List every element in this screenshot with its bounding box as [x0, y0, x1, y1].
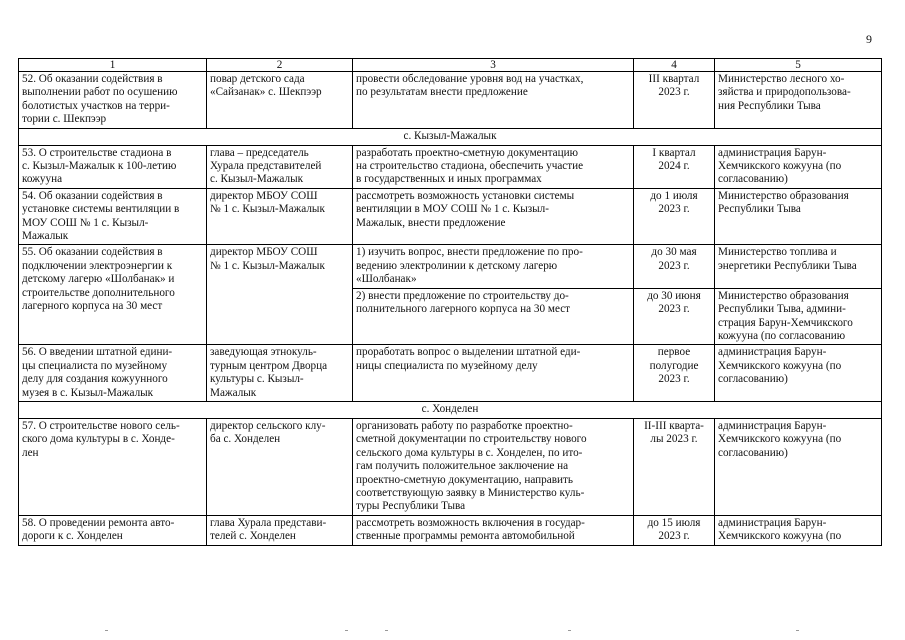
- responsible-cell: [207, 72, 353, 129]
- cell-line: III квартал: [648, 73, 700, 85]
- cell-line: Министерство топлива и: [718, 246, 837, 259]
- cell-line: лы 2023 г.: [650, 433, 698, 446]
- cell-line: Мажалык: [22, 230, 69, 243]
- executor-cell: [715, 188, 882, 245]
- cell-line: согласованию): [718, 446, 788, 459]
- cell-line: 2023 г.: [658, 86, 690, 99]
- cell-line: кожууна (по согласованию: [718, 329, 846, 342]
- measure-cell: [19, 188, 207, 245]
- cell-line: 2023 г.: [658, 203, 690, 216]
- cell-line: ственные программы ремонта автомобильной: [356, 530, 575, 543]
- table-row: [19, 145, 882, 188]
- cell-line: МОУ СОШ № 1 с. Кызыл-: [22, 216, 149, 229]
- table-row: [19, 188, 882, 245]
- column-header-4: 4: [634, 59, 715, 72]
- responsible-cell: [207, 418, 353, 515]
- cell-line: по результатам внести предложение: [356, 86, 528, 99]
- scan-dot: [796, 630, 799, 631]
- scan-artifacts: [0, 628, 905, 634]
- cell-line: Хемчикского кожууна (по: [718, 530, 842, 543]
- cell-line: администрация Барун-: [718, 419, 827, 432]
- action-cell: [353, 515, 634, 545]
- document-table: [18, 58, 882, 546]
- cell-line: 2024 г.: [658, 160, 690, 173]
- cell-line: директор МБОУ СОШ: [210, 189, 318, 202]
- cell-line: глава – председатель: [210, 146, 309, 159]
- cell-line: до 15 июля: [647, 516, 701, 529]
- section-title-kyzyl-mazhalyk: с. Кызыл-Мажалык: [19, 128, 882, 145]
- cell-line: «Шолбанак»: [356, 273, 417, 286]
- cell-line: турным центром Дворца: [210, 359, 328, 372]
- cell-line: делу для создания кожуунного: [22, 373, 168, 386]
- measure-cell: [19, 72, 207, 129]
- cell-line: 2023 г.: [658, 373, 690, 386]
- cell-line: телей с. Хонделен: [210, 530, 296, 543]
- cell-line: сметной документации по строительству нового: [356, 433, 587, 446]
- cell-line: I квартал: [652, 146, 696, 159]
- cell-line: гам получить положительное заключение на: [356, 460, 569, 473]
- cell-line: проектно-сметную документацию, направить: [356, 473, 573, 486]
- cell-line: ницы специалиста по музейному делу: [356, 359, 538, 372]
- cell-line: дороги к с. Хонделен: [22, 530, 123, 543]
- cell-line: первое: [657, 346, 691, 359]
- cell-line: разработать проектно-сметную документацию: [356, 146, 578, 159]
- table-row: [19, 72, 882, 129]
- cell-line: культуры с. Кызыл-: [210, 373, 304, 386]
- executor-cell: [715, 145, 882, 188]
- cell-line: энергетики Республики Тыва: [718, 259, 857, 272]
- deadline-cell: [634, 418, 715, 515]
- action-cell: [353, 145, 634, 188]
- cell-line: страция Барун-Хемчикского: [718, 316, 853, 329]
- cell-line: директор сельского клу-: [210, 419, 326, 432]
- cell-line: 2) внести предложение по строительству до-: [356, 289, 569, 302]
- cell-line: ведению электролинии к детскому лагерю: [356, 259, 558, 272]
- responsible-cell: [207, 515, 353, 545]
- cell-line: с. Кызыл-Мажалык к 100-летию: [22, 160, 177, 173]
- column-header-5: 5: [715, 59, 882, 72]
- responsible-cell: [207, 345, 353, 402]
- measure-cell: [19, 345, 207, 402]
- deadline-cell: [634, 188, 715, 245]
- cell-line: Министерство образования: [718, 189, 849, 202]
- executor-cell: [715, 515, 882, 545]
- executor-cell: [715, 245, 882, 288]
- action-cell: [353, 188, 634, 245]
- cell-line: 56. О введении штатной едини-: [22, 346, 173, 359]
- cell-line: полнительного лагерного корпуса на 30 мест: [356, 303, 571, 316]
- cell-line: глава Хурала представи-: [210, 516, 327, 529]
- cell-line: 54. Об оказании содействия в: [22, 189, 163, 202]
- executor-cell: [715, 288, 882, 345]
- cell-line: провести обследование уровня вод на участках,: [356, 73, 584, 85]
- cell-line: подключении электроэнергии к: [22, 259, 173, 272]
- cell-line: 2023 г.: [658, 530, 690, 543]
- cell-line: с. Кызыл-Мажалык: [210, 173, 304, 186]
- column-header-3: 3: [353, 59, 634, 72]
- responsible-cell: [207, 145, 353, 188]
- cell-line: полугодие: [649, 359, 699, 372]
- scan-dot: [105, 630, 108, 631]
- cell-line: Хемчикского кожууна (по: [718, 160, 842, 173]
- cell-line: проработать вопрос о выделении штатной еди-: [356, 346, 581, 359]
- cell-line: рассмотреть возможность включения в государ-: [356, 516, 585, 529]
- table-row: [19, 515, 882, 545]
- cell-line: тории с. Шекпээр: [22, 113, 107, 126]
- deadline-cell: [634, 345, 715, 402]
- measure-cell: [19, 418, 207, 515]
- action-cell: [353, 345, 634, 402]
- cell-line: 1) изучить вопрос, внести предложение по про-: [356, 246, 583, 259]
- cell-line: музея в с. Кызыл-Мажалык: [22, 386, 154, 399]
- deadline-cell: [634, 145, 715, 188]
- cell-line: Республики Тыва: [718, 203, 801, 216]
- cell-line: болотистых участков на терри-: [22, 99, 170, 112]
- column-header-2: 2: [207, 59, 353, 72]
- cell-line: 53. О строительстве стадиона в: [22, 146, 172, 159]
- cell-line: зяйства и природопользова-: [718, 86, 851, 99]
- cell-line: лагерного корпуса на 30 мест: [22, 300, 163, 313]
- action-cell: [353, 418, 634, 515]
- cell-line: детскому лагерю «Шолбанак» и: [22, 273, 175, 286]
- cell-line: согласованию): [718, 373, 788, 386]
- cell-line: № 1 с. Кызыл-Мажалык: [210, 259, 325, 272]
- cell-line: сельского дома культуры в с. Хонделен, по ито-: [356, 446, 583, 459]
- section-title-khondelen: с. Хонделен: [19, 401, 882, 418]
- cell-line: 2023 г.: [658, 303, 690, 316]
- column-header-1: 1: [19, 59, 207, 72]
- cell-line: цы специалиста по музейному: [22, 359, 168, 372]
- cell-line: в государственных и иных программах: [356, 173, 542, 186]
- cell-line: «Сайзанак» с. Шекпээр: [210, 86, 322, 99]
- cell-line: Министерство образования: [718, 289, 849, 302]
- measure-cell: [19, 515, 207, 545]
- cell-line: администрация Барун-: [718, 516, 827, 529]
- cell-line: Хемчикского кожууна (по: [718, 359, 842, 372]
- cell-line: рассмотреть возможность установки системы: [356, 189, 575, 202]
- responsible-cell: [207, 188, 353, 245]
- cell-line: кожууна: [22, 173, 63, 186]
- cell-line: Министерство лесного хо-: [718, 73, 845, 85]
- cell-line: туры Республики Тыва: [356, 500, 466, 513]
- action-cell: [353, 72, 634, 129]
- cell-line: 2023 г.: [658, 259, 690, 272]
- responsible-cell: [207, 245, 353, 345]
- executor-cell: [715, 345, 882, 402]
- action-cell: [353, 288, 634, 345]
- cell-line: 57. О строительстве нового сель-: [22, 419, 180, 432]
- cell-line: 55. Об оказании содействия в: [22, 246, 163, 259]
- cell-line: до 30 мая: [651, 246, 697, 259]
- cell-line: 52. Об оказании содействия в: [22, 73, 163, 85]
- cell-line: организовать работу по разработке проектно-: [356, 419, 573, 432]
- cell-line: Мажалык, внести предложение: [356, 216, 506, 229]
- cell-line: администрация Барун-: [718, 146, 827, 159]
- cell-line: ния Республики Тыва: [718, 99, 821, 112]
- cell-line: 58. О проведении ремонта авто-: [22, 516, 175, 529]
- table-header-row: [19, 59, 882, 72]
- cell-line: согласованию): [718, 173, 788, 186]
- table-row: [19, 245, 882, 288]
- table-row: [19, 418, 882, 515]
- measure-cell: [19, 245, 207, 345]
- cell-line: заведующая этнокуль-: [210, 346, 317, 359]
- scan-dot: [568, 630, 571, 631]
- cell-line: вентиляции в МОУ СОШ № 1 с. Кызыл-: [356, 203, 549, 216]
- page-number: 9: [866, 32, 872, 46]
- cell-line: Хемчикского кожууна (по: [718, 433, 842, 446]
- deadline-cell: [634, 288, 715, 345]
- cell-line: выполнении работ по осушению: [22, 86, 178, 99]
- executor-cell: [715, 72, 882, 129]
- executor-cell: [715, 418, 882, 515]
- scan-dot: [345, 630, 348, 631]
- deadline-cell: [634, 72, 715, 129]
- cell-line: II-III кварта-: [644, 419, 704, 432]
- measure-cell: [19, 145, 207, 188]
- action-cell: [353, 245, 634, 288]
- cell-line: до 1 июля: [650, 189, 698, 202]
- cell-line: на строительство стадиона, обеспечить участие: [356, 160, 584, 173]
- section-row: [19, 401, 882, 418]
- cell-line: ского дома культуры в с. Хонде-: [22, 433, 175, 446]
- cell-line: строительстве дополнительного: [22, 286, 175, 299]
- table-row: [19, 345, 882, 402]
- cell-line: соответствующую заявку в Министерство куль-: [356, 486, 585, 499]
- cell-line: администрация Барун-: [718, 346, 827, 359]
- cell-line: повар детского сада: [210, 73, 305, 85]
- cell-line: ба с. Хонделен: [210, 433, 281, 446]
- cell-line: директор МБОУ СОШ: [210, 246, 318, 259]
- section-row: [19, 128, 882, 145]
- cell-line: Мажалык: [210, 386, 257, 399]
- cell-line: лен: [22, 446, 39, 459]
- deadline-cell: [634, 245, 715, 288]
- deadline-cell: [634, 515, 715, 545]
- cell-line: до 30 июня: [647, 289, 701, 302]
- cell-line: № 1 с. Кызыл-Мажалык: [210, 203, 325, 216]
- cell-line: Республики Тыва, админи-: [718, 303, 846, 316]
- scan-dot: [385, 630, 388, 631]
- cell-line: установке системы вентиляции в: [22, 203, 180, 216]
- cell-line: Хурала представителей: [210, 160, 322, 173]
